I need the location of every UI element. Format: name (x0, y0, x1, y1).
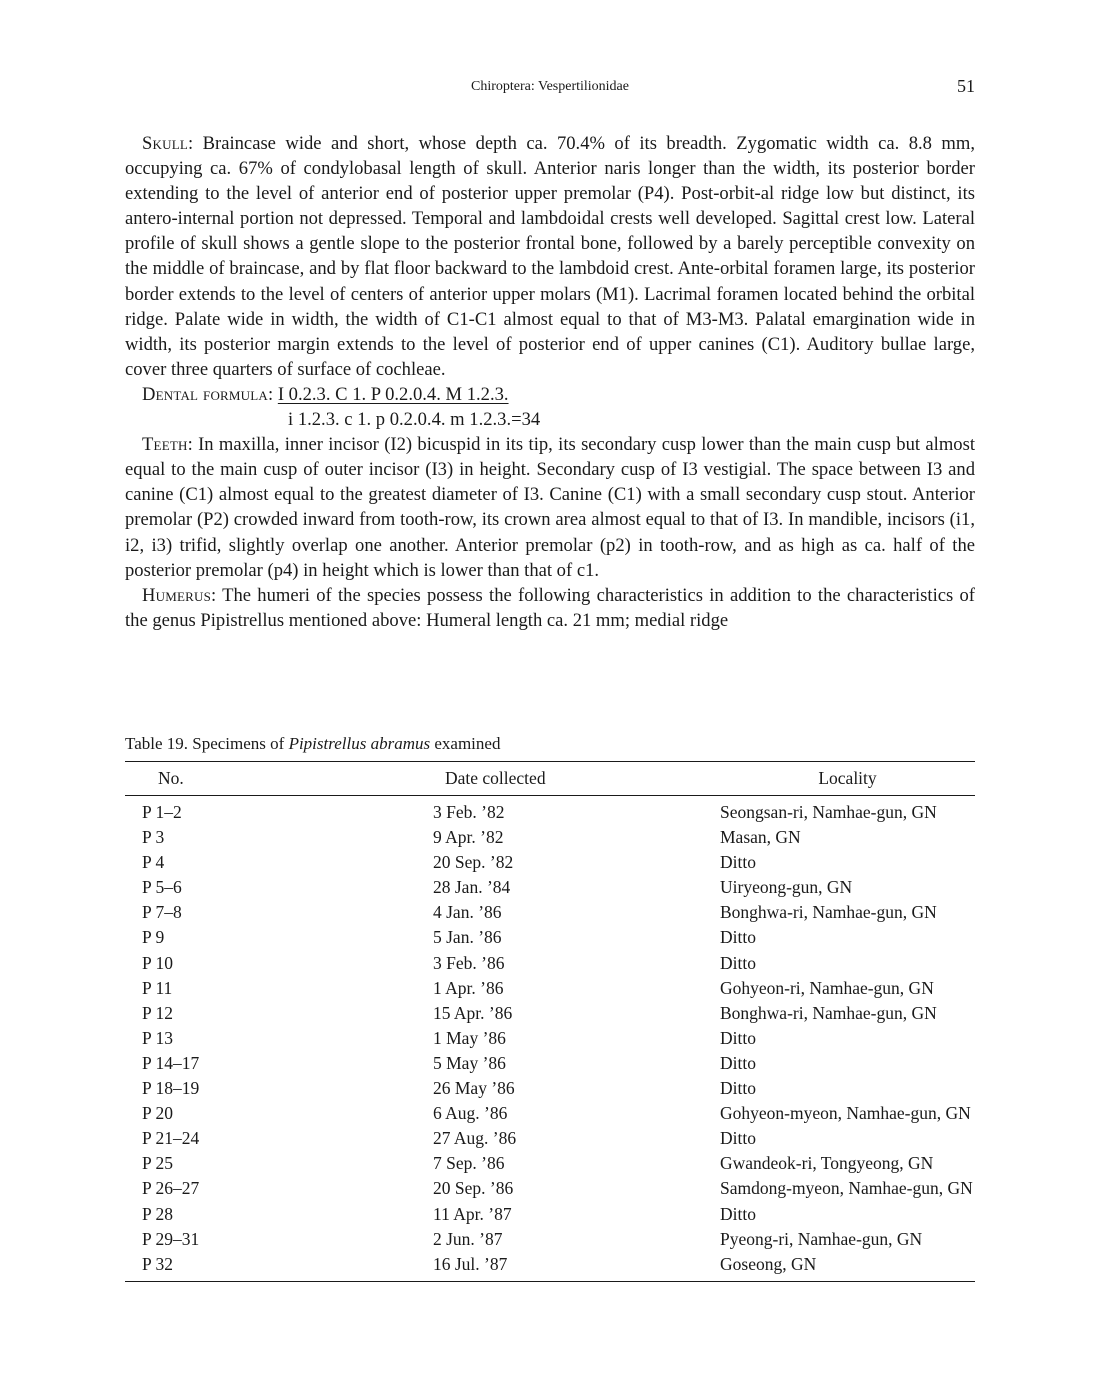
cell-locality: Gohyeon-ri, Namhae-gun, GN (720, 977, 934, 998)
humerus-text: : The humeri of the species possess the following characteristics in addition to the characteristics of the genus Pipistrellus mentioned above: Humeral length ca. 21 mm; medial ridge (125, 584, 975, 631)
table-row (125, 1126, 975, 1151)
caption-species: Pipistrellus abramus (288, 734, 431, 753)
header-no: No. (125, 762, 433, 796)
table-row (125, 825, 975, 850)
table-row (125, 1076, 975, 1101)
header-date: Date collected (433, 762, 720, 796)
specimens-table (125, 761, 975, 1282)
cell-date: 27 Aug. ’86 (433, 1128, 517, 1149)
cell-date: 5 Jan. ’86 (433, 927, 502, 948)
cell-no: P 10 (142, 952, 173, 973)
cell-locality: Gohyeon-myeon, Namhae-gun, GN (720, 1103, 971, 1124)
cell-date: 3 Feb. ’82 (433, 802, 505, 822)
cell-locality: Ditto (720, 852, 756, 873)
cell-no: P 18–19 (142, 1078, 200, 1099)
cell-no: P 14–17 (142, 1052, 200, 1073)
table-header-row (125, 762, 975, 796)
cell-no: P 29–31 (142, 1228, 200, 1249)
table-row (125, 1051, 975, 1076)
cell-date: 7 Sep. ’86 (433, 1153, 505, 1174)
cell-date: 26 May ’86 (433, 1078, 515, 1099)
teeth-label: Teeth (142, 434, 188, 456)
cell-no: P 3 (142, 827, 165, 848)
page-number: 51 (957, 76, 975, 96)
cell-locality: Ditto (720, 1052, 756, 1073)
table-row (125, 796, 975, 826)
cell-locality: Ditto (720, 1078, 756, 1099)
cell-no: P 28 (142, 1203, 173, 1224)
cell-date: 3 Feb. ’86 (433, 952, 505, 973)
running-title: Chiroptera: Vespertilionidae (471, 79, 629, 94)
cell-locality: Ditto (720, 927, 756, 948)
cell-date: 28 Jan. ’84 (433, 877, 511, 898)
cell-date: 20 Sep. ’86 (433, 1178, 514, 1199)
table-row (125, 1252, 975, 1282)
dental-formula-lower (125, 407, 975, 432)
cell-date: 1 May ’86 (433, 1027, 506, 1048)
cell-date: 4 Jan. ’86 (433, 902, 502, 923)
cell-date: 11 Apr. ’87 (433, 1203, 512, 1224)
teeth-paragraph (125, 432, 975, 583)
cell-no: P 11 (142, 977, 173, 998)
table-row (125, 850, 975, 875)
cell-no: P 12 (142, 1002, 173, 1023)
cell-no: P 25 (142, 1153, 173, 1174)
running-head (125, 76, 975, 98)
table-row (125, 925, 975, 950)
table-row (125, 976, 975, 1001)
caption-suffix: examined (430, 734, 501, 753)
cell-date: 9 Apr. ’82 (433, 827, 504, 848)
dental-upper: I 0.2.3. C 1. P 0.2.0.4. M 1.2.3. (277, 383, 509, 405)
caption-prefix: Table 19. Specimens of (125, 734, 289, 753)
cell-date: 20 Sep. ’82 (433, 852, 514, 873)
dental-lower: i 1.2.3. c 1. p 0.2.0.4. m 1.2.3.=34 (288, 409, 541, 431)
table-row (125, 1151, 975, 1176)
cell-locality: Ditto (720, 1128, 756, 1149)
cell-locality: Gwandeok-ri, Tongyeong, GN (720, 1153, 934, 1174)
table-row (125, 1026, 975, 1051)
dental-separator: : (268, 383, 278, 405)
cell-no: P 5–6 (142, 877, 182, 898)
cell-locality: Ditto (720, 952, 756, 973)
dental-label: Dental formula (142, 383, 268, 405)
cell-no: P 20 (142, 1103, 173, 1124)
cell-no: P 9 (142, 927, 165, 948)
cell-locality: Samdong-myeon, Namhae-gun, GN (720, 1178, 973, 1199)
cell-no: P 32 (142, 1253, 173, 1274)
table-row (125, 875, 975, 900)
table-row (125, 951, 975, 976)
humerus-paragraph (125, 583, 975, 633)
cell-date: 16 Jul. ’87 (433, 1253, 508, 1274)
cell-locality: Bonghwa-ri, Namhae-gun, GN (720, 902, 937, 923)
humerus-label: Humerus (142, 584, 212, 606)
cell-locality: Masan, GN (720, 827, 801, 848)
table-row (125, 1176, 975, 1201)
skull-label: Skull (142, 133, 188, 154)
table-row (125, 1101, 975, 1126)
table-caption (125, 734, 500, 754)
cell-no: P 21–24 (142, 1128, 200, 1149)
cell-date: 15 Apr. ’86 (433, 1002, 513, 1023)
cell-no: P 1–2 (142, 802, 182, 822)
cell-locality: Seongsan-ri, Namhae-gun, GN (720, 802, 937, 822)
cell-locality: Uiryeong-gun, GN (720, 877, 853, 898)
cell-locality: Goseong, GN (720, 1253, 817, 1274)
cell-date: 5 May ’86 (433, 1052, 506, 1073)
cell-no: P 13 (142, 1027, 173, 1048)
skull-text: : Braincase wide and short, whose depth ca. 70.4% of its breadth. Zygomatic width ca. 8.8 mm, occupying ca. 67% of condylobasal length of skull. Anterior naris longer than the width, its posterior border extending to the level of anterior end of posterior upper premolar (P4). Post-orbit-al ridge low but distinct, its antero-internal portion not depressed. Temporal and lambdoidal crests well developed. Sagittal crest low. Lateral profile of skull shows a gentle slope to the posterior frontal bone, followed by a barely perceptible convexity on the middle of braincase, and by flat floor backward to the lambdoid crest. Ante-orbital foramen large, its posterior border extends to the level of centers of anterior upper molars (M1). Lacrimal foramen located behind the orbital ridge. Palate wide in width, the width of C1-C1 almost equal to that of M3-M3. Palatal emargination wide in width, its posterior margin extends to the level of posterior end of upper canines (C1). Auditory bullae large, cover three quarters of surface of cochleae. (125, 133, 975, 380)
cell-date: 1 Apr. ’86 (433, 977, 504, 998)
cell-locality: Ditto (720, 1027, 756, 1048)
cell-date: 2 Jun. ’87 (433, 1228, 503, 1249)
dental-formula-upper (125, 382, 975, 407)
cell-date: 6 Aug. ’86 (433, 1103, 508, 1124)
header-locality: Locality (720, 762, 975, 796)
table-row (125, 900, 975, 925)
table-body (125, 796, 975, 1282)
cell-no: P 4 (142, 852, 165, 873)
cell-locality: Pyeong-ri, Namhae-gun, GN (720, 1228, 923, 1249)
teeth-text: : In maxilla, inner incisor (I2) bicuspid in its tip, its secondary cusp lower than the main cusp but almost equal to the main cusp of outer incisor (I3) in height. Secondary cusp of I3 vestigial. The space between I3 and canine (C1) almost equal to the greatest diameter of I3. Canine (C1) with a small secondary cusp stout. Anterior premolar (P2) crowded inward from tooth-row, its crown area almost equal to that of I3. In mandible, incisors (i1, i2, i3) trifid, slightly overlap one another. Anterior premolar (p2) in tooth-row, and as high as ca. half of the posterior premolar (p4) in height which is lower than that of c1. (125, 434, 975, 581)
table-row (125, 1227, 975, 1252)
table-row (125, 1001, 975, 1026)
skull-paragraph (125, 131, 975, 382)
cell-no: P 26–27 (142, 1178, 200, 1199)
cell-locality: Bonghwa-ri, Namhae-gun, GN (720, 1002, 937, 1023)
cell-locality: Ditto (720, 1203, 756, 1224)
table-row (125, 1202, 975, 1227)
body-text (125, 131, 975, 633)
cell-no: P 7–8 (142, 902, 182, 923)
